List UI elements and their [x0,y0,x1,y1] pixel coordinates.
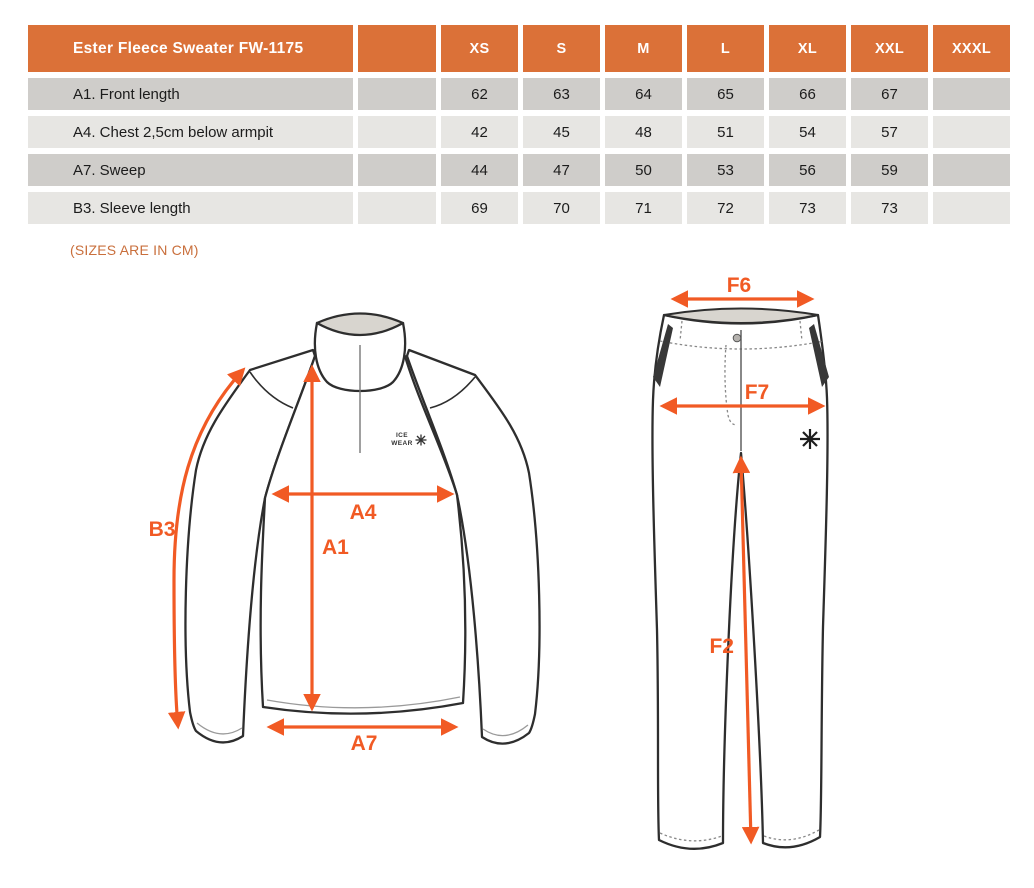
size-value-cell: 65 [687,78,764,110]
size-value-cell: 62 [441,78,518,110]
a1-label: A1 [322,536,349,559]
size-value-cell: 67 [851,78,928,110]
size-column-header: M [605,25,682,72]
size-value-cell: 50 [605,154,682,186]
sweater-diagram [130,290,550,780]
a7-label: A7 [350,732,378,755]
size-value-cell: 66 [769,78,846,110]
logo-snowflake-icon [416,435,427,446]
row-label: B3. Sleeve length [28,192,353,224]
logo-text-top: ICE [395,432,409,439]
size-value-cell: 57 [851,116,928,148]
pants-diagram [630,275,870,875]
size-value-cell: 59 [851,154,928,186]
size-column-header: S [523,25,600,72]
size-column-header: XL [769,25,846,72]
spacer-cell [358,78,436,110]
pants-outline [652,309,827,849]
f6-label: F6 [726,275,752,297]
size-column-header: XXL [851,25,928,72]
row-label: A1. Front length [28,78,353,110]
sweater-outline [185,314,539,744]
size-value-cell: 73 [769,192,846,224]
a4-label: A4 [349,501,377,524]
size-value-cell: 64 [605,78,682,110]
size-value-cell: 71 [605,192,682,224]
size-value-cell [933,154,1010,186]
size-value-cell: 47 [523,154,600,186]
size-value-cell: 56 [769,154,846,186]
pants-legs [652,315,827,849]
size-value-cell: 54 [769,116,846,148]
size-value-cell: 42 [441,116,518,148]
size-value-cell: 53 [687,154,764,186]
waist-button [733,334,741,342]
size-value-cell [933,78,1010,110]
size-value-cell: 48 [605,116,682,148]
size-value-cell: 44 [441,154,518,186]
size-column-header: L [687,25,764,72]
size-value-cell [933,192,1010,224]
size-value-cell: 70 [523,192,600,224]
snowflake-icon [800,429,820,449]
size-column-header: XXXL [933,25,1010,72]
spacer-cell [358,154,436,186]
spacer-cell [358,116,436,148]
f7-label: F7 [744,381,770,404]
spacer-cell [358,192,436,224]
size-column-header: XS [441,25,518,72]
size-value-cell: 51 [687,116,764,148]
b3-label: B3 [148,518,176,541]
row-label: A7. Sweep [28,154,353,186]
size-value-cell: 45 [523,116,600,148]
size-value-cell: 63 [523,78,600,110]
table-title: Ester Fleece Sweater FW-1175 [28,25,353,72]
row-label: A4. Chest 2,5cm below armpit [28,116,353,148]
logo-text-bottom: WEAR [391,440,413,447]
size-table [28,25,1010,224]
size-value-cell: 73 [851,192,928,224]
size-value-cell: 69 [441,192,518,224]
f2-label: F2 [709,635,734,658]
size-value-cell: 72 [687,192,764,224]
size-value-cell [933,116,1010,148]
units-note: (SIZES ARE IN CM) [70,242,199,258]
header-spacer-cell [358,25,436,72]
